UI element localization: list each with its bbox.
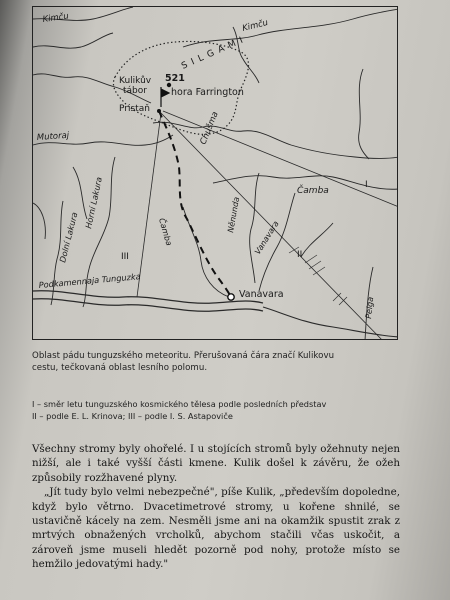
- map-canvas: [33, 7, 398, 340]
- label-chusma: Chušma: [198, 110, 221, 147]
- label-route-I: I: [365, 180, 368, 190]
- legend-line-2: II – podle E. L. Krinova; III – podle I. S. Astapoviče: [32, 411, 233, 421]
- river-top-left: [33, 33, 113, 48]
- vanavara-marker: [228, 294, 234, 300]
- river-vanavara-trib: [301, 223, 333, 257]
- label-camp-1: Kulikův: [119, 76, 152, 86]
- river-chusma: [153, 122, 398, 158]
- caption-line-1: Oblast pádu tunguzského meteoritu. Přerušovaná čára značí Kulikovu: [32, 351, 335, 361]
- label-route-II: II: [297, 250, 303, 260]
- label-nenunda: Něnunda: [226, 196, 242, 234]
- trajectory-I: [163, 111, 398, 207]
- label-camp-2: tábor: [123, 86, 147, 96]
- label-camba-river: Čamba: [157, 217, 174, 247]
- paragraph-2: „Jít tudy bylo velmi nebezpečné", píše Kulik, „především dopoledne, když bylo větrno. Dvacetimetrové stromy, u kořene shnilé, se ustavičně kácely na zem. Nesměli jsme ani na okamžik spustit zrak z mrtvých obnažených vrcholků, abychom stačili včas uskočit, a zároveň jsme museli hledět pozorně pod nohy, protože místo se hemžilo jedovatými hady.": [32, 486, 400, 571]
- river-horni-lakura-trib: [73, 167, 87, 219]
- label-route-III: III: [121, 252, 129, 262]
- label-kimcu-top: Kimču: [42, 11, 70, 25]
- label-podkamennaja: Podkamennaja Tunguzka: [38, 271, 141, 290]
- legend-line-1: I – směr letu tunguzského kosmického tělesa podle posledních představ: [32, 399, 327, 409]
- pristan-marker: [157, 109, 161, 113]
- caption-line-2: cestu, tečkovaná oblast lesního polomu.: [32, 363, 208, 373]
- label-silgami: S I L G A M I: [180, 35, 246, 72]
- label-horni-lakura: Horní Lakura: [83, 175, 104, 230]
- river-left-mid: [33, 203, 45, 239]
- river-podkamennaja-c: [263, 307, 398, 337]
- river-podkamennaja-b: [33, 299, 263, 312]
- label-pelga: Pelga: [364, 296, 376, 320]
- label-vanavara: Vanavara: [239, 289, 284, 300]
- label-kimcu-right: Kimču: [241, 17, 270, 34]
- body-text: [32, 442, 400, 572]
- camp-flag: [161, 87, 169, 107]
- label-peak-name: hora Farrington: [171, 87, 244, 98]
- river-nenunda: [250, 173, 259, 283]
- river-kimcu-right: [183, 9, 398, 47]
- map-caption: [32, 350, 402, 374]
- label-camba: Čamba: [297, 186, 329, 196]
- tunguska-map: [32, 6, 398, 340]
- paragraph-1: Všechny stromy byly ohořelé. I u stojících stromů byly ožehnuty nejen nižší, ale i také vyšší části kmene. Kulik došel k závěru, že ožeh způsobily rozžhavené plyny.: [32, 443, 400, 484]
- label-mutoraj: Mutoraj: [36, 130, 70, 143]
- label-dolni-lakura: Dolní Lakura: [57, 211, 80, 264]
- label-pristan: Pristaň: [119, 104, 150, 114]
- kulik-route: [159, 111, 231, 297]
- map-legend: [32, 398, 412, 422]
- trajectory-III: [137, 113, 161, 297]
- river-right-upper: [359, 69, 369, 159]
- label-peak-height: 521: [165, 73, 185, 84]
- label-vanavara-river: Vanavara: [253, 219, 281, 257]
